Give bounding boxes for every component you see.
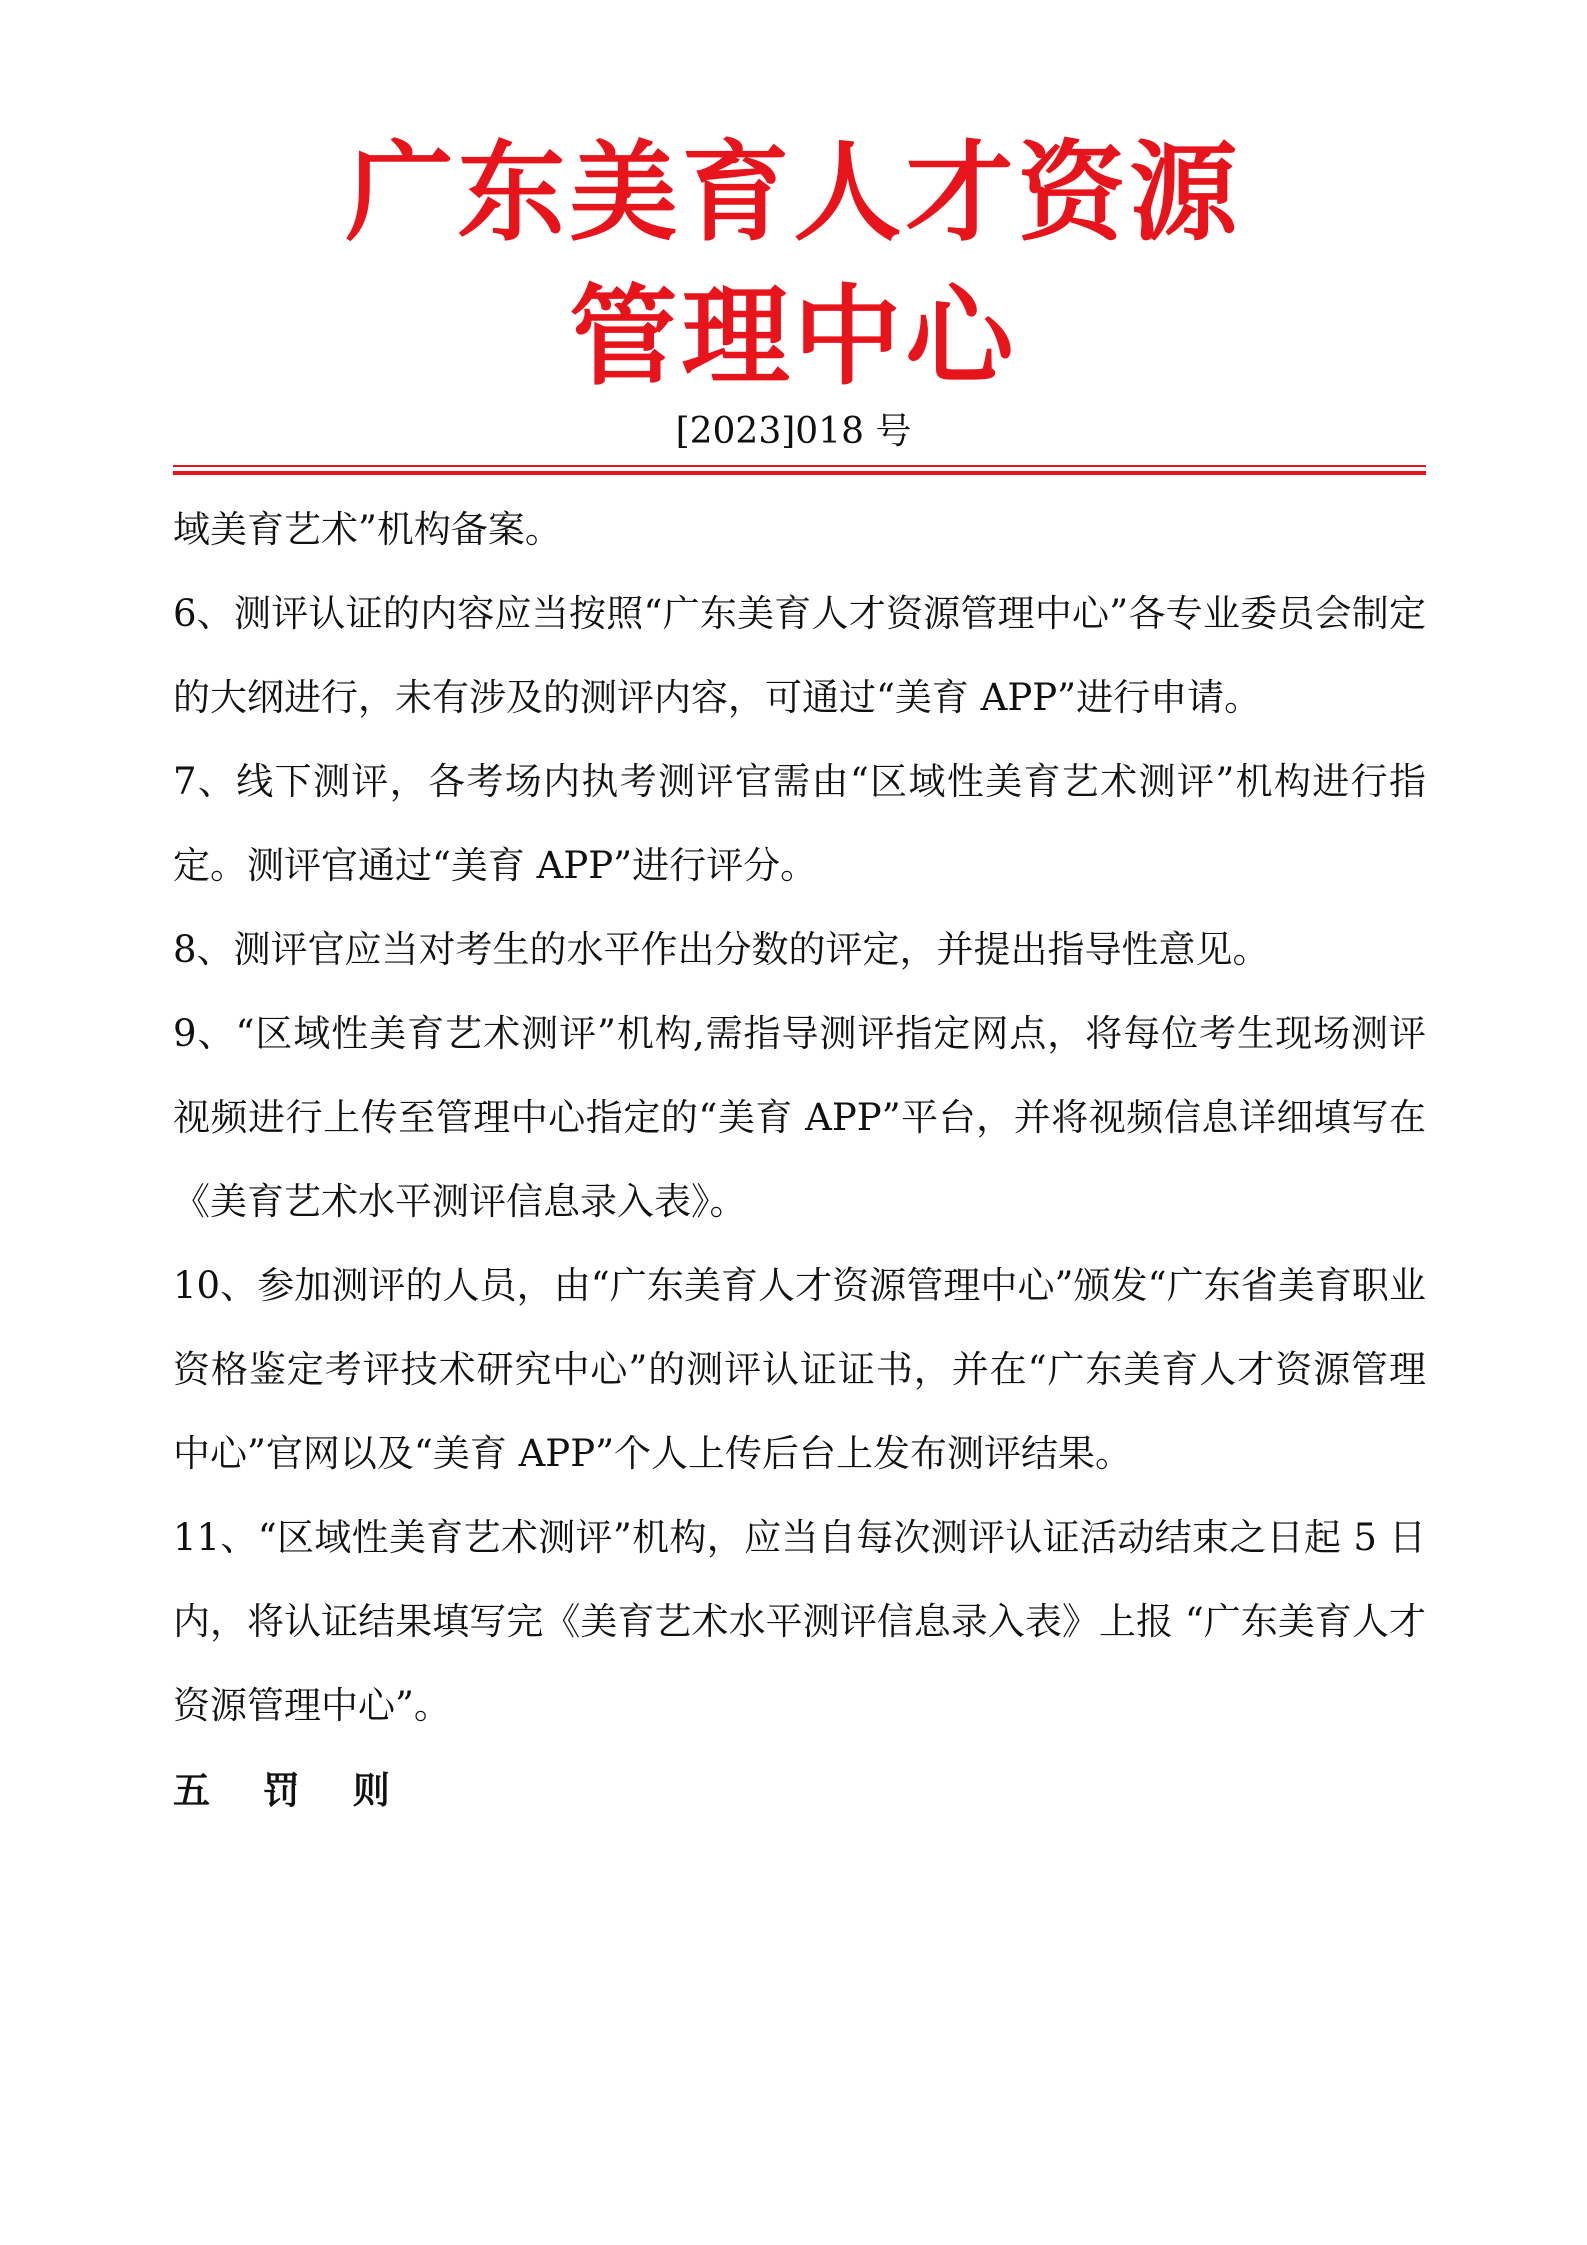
org-title-line-1: 广东美育人才资源	[345, 130, 1242, 256]
paragraph-item-11: 11、“区域性美育艺术测评”机构，应当自每次测评认证活动结束之日起 5 日内，将认证结果填写完《美育艺术水平测评信息录入表》上报 “广东美育人才资源管理中心”。	[173, 1516, 1426, 1727]
header-divider-thin	[173, 465, 1426, 467]
document-number: [2023]018 号	[675, 411, 912, 452]
paragraph-item-9: 9、“区域性美育艺术测评”机构,需指导测评指定网点，将每位考生现场测评视频进行上传至管理中心指定的“美育 APP”平台，并将视频信息详细填写在《美育艺术水平测评信息录入表》。	[173, 1012, 1426, 1223]
paragraph-item-8: 8、测评官应当对考生的水平作出分数的评定，并提出指导性意见。	[173, 928, 1270, 971]
paragraph-continuation: 域美育艺术”机构备案。	[173, 508, 562, 551]
section-heading-penalties: 五 罚 则	[173, 1768, 410, 1812]
document-body	[173, 488, 1426, 1832]
header-divider-thick	[173, 471, 1426, 475]
paragraph-item-6: 6、测评认证的内容应当按照“广东美育人才资源管理中心”各专业委员会制定的大纲进行，未有涉及的测评内容，可通过“美育 APP”进行申请。	[173, 592, 1426, 719]
paragraph-item-7: 7、线下测评，各考场内执考测评官需由“区域性美育艺术测评”机构进行指定。测评官通过“美育 APP”进行评分。	[173, 760, 1426, 887]
paragraph-item-10: 10、参加测评的人员，由“广东美育人才资源管理中心”颁发“广东省美育职业资格鉴定考评技术研究中心”的测评认证证书，并在“广东美育人才资源管理中心”官网以及“美育 APP”个人上传后台上发布测评结果。	[173, 1264, 1426, 1475]
org-title-line-2: 管理中心	[569, 274, 1018, 400]
